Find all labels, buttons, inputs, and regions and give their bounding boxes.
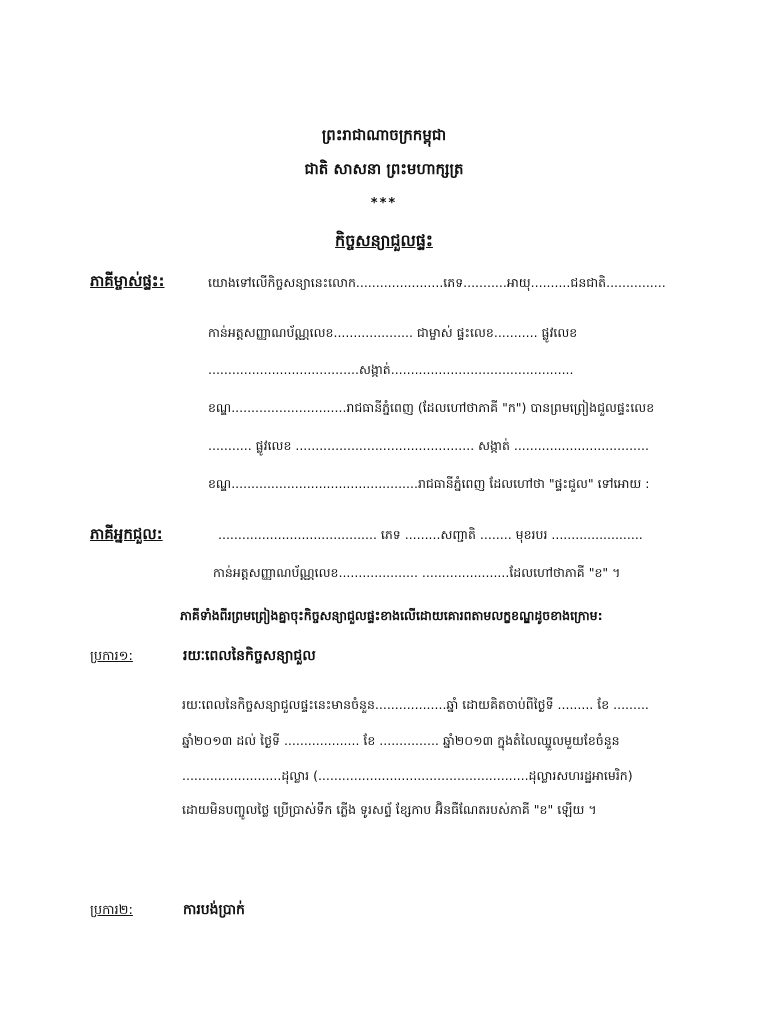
tenant-line-2: កាន់អត្តសញ្ញាណប័ណ្ណលេខ.................... ......................ដែលហៅថាភាគី "ខ" ។ [213, 565, 621, 580]
article-2-title: ការបង់ប្រាក់ [183, 902, 245, 918]
article-1-title: រយៈពេលនៃកិច្ចសន្យាជួល [183, 648, 316, 664]
owner-line-2: កាន់អត្តសញ្ញាណប័ណ្ណលេខ.................... ជាម្ចាស់ ផ្ទះលេខ........... ផ្លូវលេខ [208, 325, 578, 340]
owner-label: ភាគីម្ចាស់ផ្ទះ: [90, 272, 165, 290]
article-1-line-1: រយៈពេលនៃកិច្ចសន្យាជួលផ្ទះនេះមានចំនួន..................ឆ្នាំ ដោយគិតចាប់ពីថ្ងៃទី ......... ខែ ......... [182, 697, 649, 712]
article-1-line-3: .........................ដុល្លារ (.....................................................ដុល្លារសហរដ្ឋអាមេរិក) [182, 768, 633, 783]
owner-line-3: ......................................សង្កាត់.............................................. [208, 362, 574, 377]
tenant-line-1: ........................................ ភេទ .........សញ្ជាតិ ........ មុខរបរ ....................... [218, 527, 643, 542]
owner-line-5: ........... ផ្លូវលេខ ............................................. សង្កាត់ .................................. [208, 438, 649, 453]
agreement-intro: ភាគីទាំងពីរព្រមព្រៀងគ្នាចុះកិច្ចសន្យាជួលផ្ទះខាងលើដោយគោរពតាមលក្ខខណ្ឌដូចខាងក្រោម: [180, 608, 603, 623]
article-2-label: ប្រការ២: [90, 903, 133, 918]
document-title: កិច្ចសន្យាជួលផ្ទះ [335, 231, 433, 250]
owner-line-6: ខណ្ឌ...............................................រាជធានីភ្នំពេញ ដែលហៅថា "ផ្ទះជួល" ទៅអោយ : [208, 476, 650, 491]
article-1-line-2: ឆ្នាំ២០១៣ ដល់ ថ្ងៃទី ................... ខែ ............... ឆ្នាំ២០១៣ ក្នុងតំលៃឈ្នួលមួយខែចំនួន [182, 733, 620, 748]
owner-line-4: ខណ្ឌ.............................រាជធានីភ្នំពេញ (ដែលហៅថាភាគី "ក") បានព្រមព្រៀងជួលផ្ទះលេខ [208, 400, 655, 415]
kingdom-header: ព្រះរាជាណាចក្រកម្ពុជា [321, 126, 447, 144]
owner-line-1: យោងទៅលើកិច្ចសន្យានេះលោក......................ភេទ...........អាយុ..........ជនជាតិ............... [208, 275, 666, 290]
article-1-label: ប្រការ១: [90, 649, 133, 664]
stars-divider: *** [370, 196, 398, 211]
motto-header: ជាតិ សាសនា ព្រះមហាក្សត្រ [304, 160, 464, 178]
tenant-label: ភាគីអ្នកជួល: [90, 525, 163, 543]
article-1-line-4: ដោយមិនបញ្ចូលថ្លៃ ប្រើប្រាស់ទឹក ភ្លើង ទូរសព្ទ័ ខ្សែកាប អ៊ិនធឺណែតរបស់ភាគី "ខ" ឡើយ ។ [182, 802, 597, 817]
